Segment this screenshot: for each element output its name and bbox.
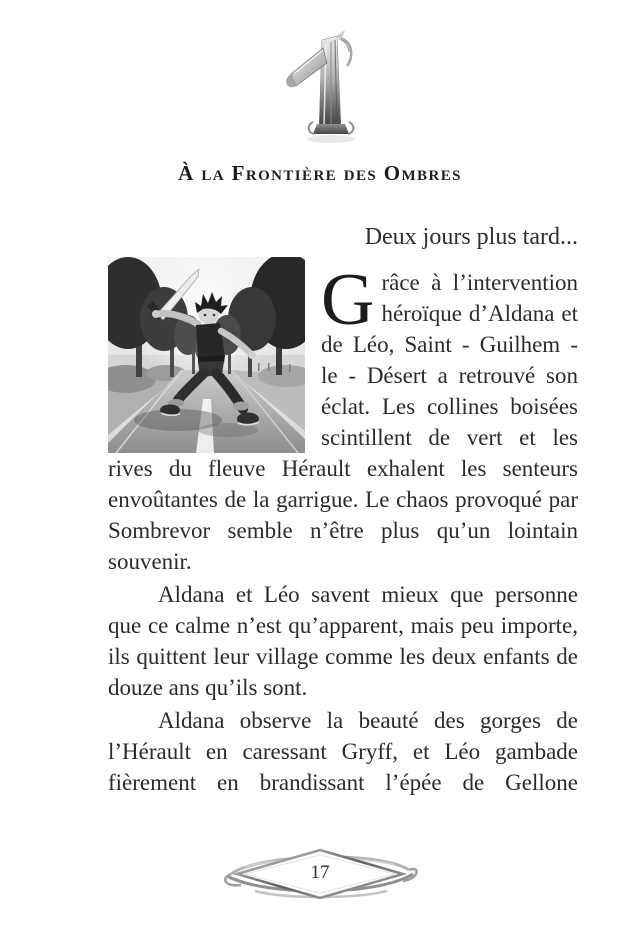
chapter-number-ornament bbox=[265, 26, 375, 146]
chapter-number-one-icon bbox=[265, 26, 375, 146]
page-footer bbox=[215, 847, 425, 901]
paragraph-2: Aldana et Léo savent mieux que personne que ce calme n’est qu’apparent, mais peu importe, ils quittent leur village comme les deux enfants de douze ans qu’ils sont. bbox=[108, 582, 578, 700]
boy-with-sword-scene-icon bbox=[108, 257, 305, 453]
chapter-title: À la Frontière des Ombres bbox=[178, 161, 462, 185]
paragraph-1-text: râce à l’intervention héroïque d’Aldana et de Léo, Saint - Guilhem - le - Désert a retrouvé son éclat. Les collines boisées scintillent de vert et les rives du fleuve Hérault exhalent les senteurs envoûtantes de la garrigue. Le chaos provoqué par Sombrevor semble n’être plus qu’un lointain souvenir. bbox=[108, 270, 578, 574]
paragraph-1 bbox=[108, 259, 578, 577]
body-text bbox=[108, 259, 578, 798]
drop-cap: G bbox=[321, 259, 375, 341]
chapter-header bbox=[0, 0, 640, 186]
page-number: 17 bbox=[310, 862, 330, 884]
paragraph-3: Aldana observe la beauté des gorges de l’Hérault en caressant Gryff, et Léo gambade fièrement en brandissant l’épée de Gellone bbox=[108, 708, 578, 795]
text-column bbox=[108, 224, 578, 798]
intro-line: Deux jours plus tard... bbox=[364, 224, 578, 250]
boy-with-sword-illustration bbox=[108, 257, 305, 453]
